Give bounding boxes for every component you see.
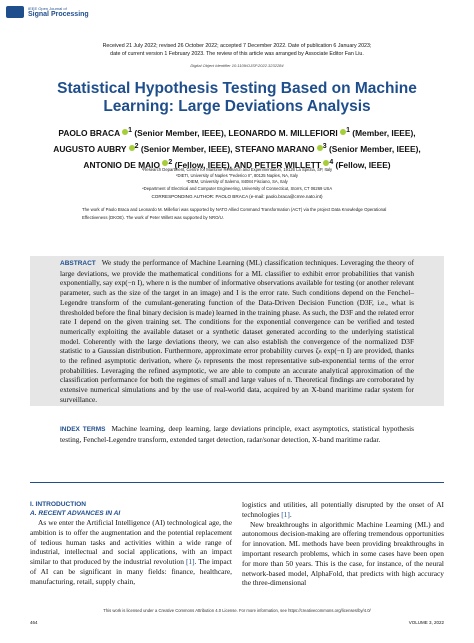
author-affil-mark: 2: [134, 142, 139, 150]
author-role: (Member, IEEE),: [352, 127, 416, 138]
abstract: [60, 258, 414, 405]
funding-note: The work of Paolo Braca and Leonardo M. Millefiori was supported by NATO Allied Command Transformation (ACT) via the project Data Knowledge Operational Effectiveness (DKOE). The work of Peter Willett was supported by NRO/U.: [82, 207, 387, 220]
journal-logo: [6, 6, 89, 18]
affiliation: ²DIETI, University of Naples "Federico II", 80125 Naples, NA, Italy: [176, 173, 298, 179]
body-paragraph: [242, 500, 444, 520]
license-footer: This work is licensed under a Creative Commons Attribution 4.0 License. For more information, see https://creativecommons.org/licenses/by/4.0/: [103, 608, 371, 613]
author-role: (Fellow, IEEE): [335, 159, 391, 170]
paragraph-text: logistics and utilities, all potentially disrupted by the onset of AI technologies: [242, 500, 444, 519]
citation-link[interactable]: [1]: [281, 509, 290, 519]
index-terms-label: INDEX TERMS: [60, 426, 106, 433]
dates-line-2: date of current version 1 February 2023. The review of this article was arranged by Associate Editor Fan Liu.: [110, 51, 364, 57]
paragraph-text: . The impact of AI can be significant in many fields: finance, healthcare, manufacturing, retail, supply chain,: [30, 557, 232, 586]
author-affil-mark: 1: [346, 127, 350, 134]
body-paragraph: [30, 518, 232, 587]
journal-name: Signal Processing: [28, 10, 89, 18]
affiliation: ³DIEM, University of Salerno, 84084 Fisciano, SA, Italy: [186, 179, 288, 185]
author-affil-mark: 2: [168, 158, 173, 166]
author-name: LEONARDO M. MILLEFIORI: [228, 127, 338, 138]
index-terms: [60, 424, 414, 444]
author-role: (Senior Member, IEEE),: [329, 143, 421, 154]
affiliation: ⁴Department of Electrical and Computer Engineering, University of Connecticut, Storrs, CT 06269 USA: [141, 185, 333, 191]
paragraph-text: As we enter the Artificial Intelligence (AI) technological age, the ambition is to offer the augmentation and the potential replacement of tedious human tasks and activities within a wide range of industrial, intellectual and social applications, with an impact similar to that produced by the industrial revolution: [30, 518, 232, 567]
author-name: AUGUSTO AUBRY: [53, 143, 127, 154]
body-column-right: [242, 500, 444, 588]
index-terms-text: Machine learning, deep learning, large deviations principle, exact asymptotics, statistical hypothesis testing, Fenchel-Legendre transform, extended target detection, radar/sonar detection, X-band maritime radar.: [60, 424, 414, 444]
ieee-logo-mark: [6, 6, 24, 18]
author-name: AND PETER WILLETT: [233, 159, 321, 170]
section-divider: [30, 482, 444, 483]
author-affil-mark: 4: [329, 158, 334, 166]
paragraph-text: .: [289, 509, 292, 519]
section-heading: I. INTRODUCTION: [30, 501, 87, 508]
author-affil-mark: 1: [128, 127, 133, 134]
body-column-left: [30, 500, 232, 587]
affiliation: ¹Research Department, Centre for Maritime Research and Experimentation, 19126 La Spezia, SP, Italy: [141, 167, 333, 172]
author-role: (Fellow, IEEE),: [174, 159, 232, 170]
subsection-heading: A. RECENT ADVANCES IN AI: [30, 510, 121, 517]
journal-prefix: IEEE Open Journal of: [28, 5, 67, 11]
author-list: [50, 124, 424, 171]
volume-label: VOLUME 3, 2022: [408, 620, 444, 625]
page-number: 464: [30, 620, 38, 625]
author-role: (Senior Member, IEEE),: [140, 143, 233, 154]
author-affil-mark: 3: [322, 142, 327, 150]
abstract-label: ABSTRACT: [60, 260, 96, 267]
citation-link[interactable]: [1]: [185, 557, 195, 567]
publication-dates: [30, 42, 444, 58]
corresponding-author: CORRESPONDING AUTHOR: PAOLO BRACA (e-mail: paolo.braca@cmre.nato.int): [151, 194, 323, 199]
author-name: STEFANO MARANO: [234, 143, 315, 154]
author-name: PAOLO BRACA: [58, 127, 120, 138]
dates-line-1: Received 21 July 2022; revised 26 October 2022; accepted 7 December 2022. Date of publication 6 January 2023;: [102, 43, 372, 49]
body-paragraph: New breakthroughs in algorithmic Machine Learning (ML) and autonomous decision-making are offering tremendous opportunities for innovation. ML methods have been providing breakthroughs in important research problems, which in some cases have been open for more than 50 years. This is the case, for instance, of the neural network-based model, AlphaFold, that predicts with high accuracy the three-dimensional: [242, 519, 444, 588]
abstract-text: We study the performance of Machine Learning (ML) classification techniques. Leveraging the theory of large deviations, we provide the mathematical conditions for a ML classifier to exhibit error probabilities that vanish exponentially, say exp(−n I), where n is the number of informative observations available for testing (or another relevant parameter, such as the size of the target in an image) and I is the error rate. Such conditions depend on the Fenchel–Legendre transform of the cumulant-generating function of the Data-Driven Decision Function (D3F, i.e., what is thresholded before the final binary decision is made) learned in the training phase. As such, the D3F and the related error rate I depend on the given training set. The conditions for the exponential convergence can be verified and tested numerically exploiting the available dataset or a synthetic dataset generated according to the underlying statistical model. Coherently with the large deviations theory, we can also establish the convergence of the normalized D3F statistic to a Gaussian distribution. Furthermore, approximate error probability curves ζₙ exp(−n I) are provided, thanks to the refined asymptotic derivation, where ζₙ represents the most representative sub-exponential terms of the error probabilities. Leveraging the refined asymptotic, we are able to compute an accurate analytical approximation of the classification performance for both the regimes of small and large values of n. Theoretical findings are corroborated by extensive numerical simulations and by the use of real-world data, acquired by an X-band maritime radar system for surveillance.: [60, 258, 414, 404]
article-title: Statistical Hypothesis Testing Based on Machine Learning: Large Deviations Analysis: [57, 80, 417, 115]
author-name: ANTONIO DE MAIO: [83, 159, 161, 170]
affiliations: [60, 167, 414, 192]
doi: Digital Object Identifier 10.1109/OJSP.2022.3232284: [190, 63, 284, 68]
author-role: (Senior Member, IEEE),: [134, 127, 227, 138]
